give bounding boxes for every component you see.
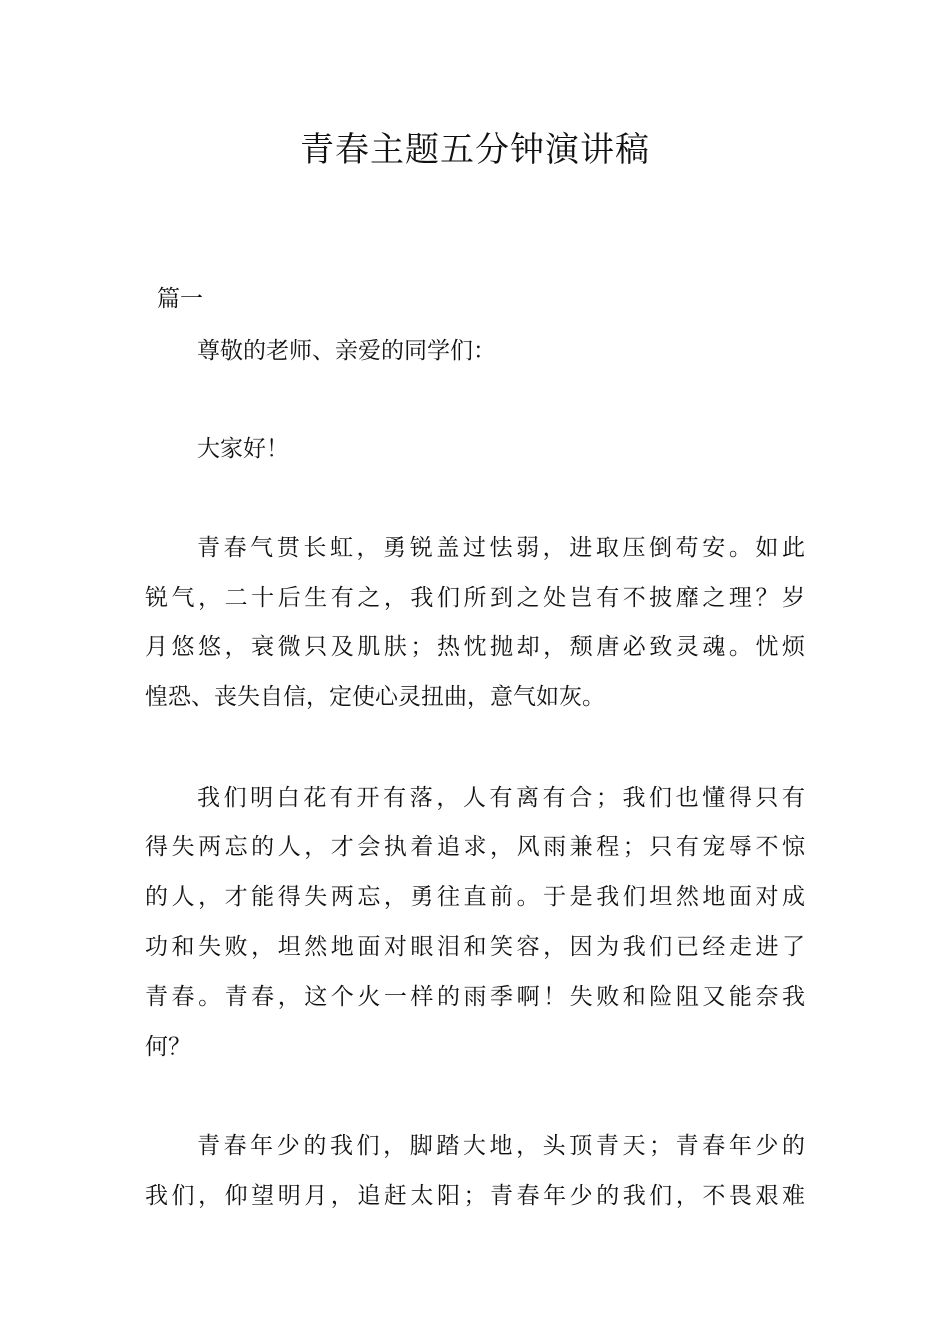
paragraph-line: 惶恐、丧失自信，定使心灵扭曲，意气如灰。 <box>145 684 605 710</box>
paragraph-line: 何？ <box>145 1034 191 1060</box>
paragraph-line: 得失两忘的人，才会执着追求，风雨兼程；只有宠辱不惊 <box>145 834 805 860</box>
section-label: 篇一 <box>157 286 203 312</box>
paragraph-line: 青春年少的我们，脚踏大地，头顶青天；青春年少的 <box>197 1133 805 1159</box>
paragraph-line: 青春。青春，这个火一样的雨季啊！失败和险阻又能奈我 <box>145 984 805 1010</box>
paragraph-line: 锐气，二十后生有之，我们所到之处岂有不披靡之理？岁 <box>145 585 805 611</box>
document-title: 青春主题五分钟演讲稿 <box>300 130 650 170</box>
paragraph-line: 功和失败，坦然地面对眼泪和笑容，因为我们已经走进了 <box>145 934 805 960</box>
paragraph-line: 我们，仰望明月，追赶太阳；青春年少的我们，不畏艰难 <box>145 1183 805 1209</box>
hello-line: 大家好！ <box>197 436 289 462</box>
greeting-line: 尊敬的老师、亲爱的同学们： <box>197 338 496 364</box>
paragraph-line: 我们明白花有开有落，人有离有合；我们也懂得只有 <box>197 785 805 811</box>
paragraph-line: 的人，才能得失两忘，勇往直前。于是我们坦然地面对成 <box>145 884 805 910</box>
paragraph-line: 青春气贯长虹，勇锐盖过怯弱，进取压倒苟安。如此 <box>197 535 805 561</box>
paragraph-line: 月悠悠，衰微只及肌肤；热忱抛却，颓唐必致灵魂。忧烦 <box>145 634 805 660</box>
